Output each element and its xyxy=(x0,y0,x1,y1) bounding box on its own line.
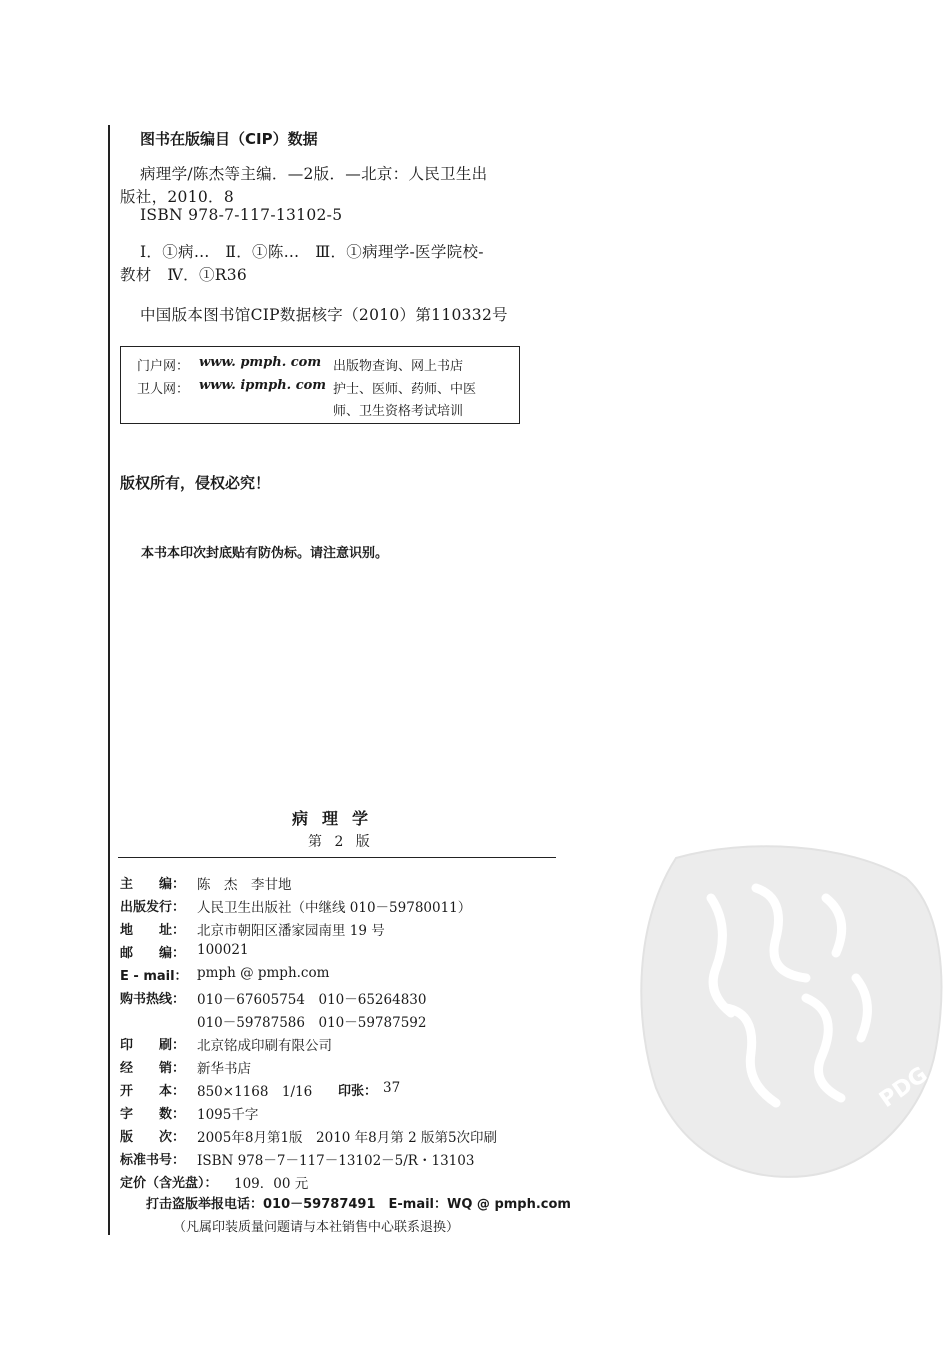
colophon-divider xyxy=(118,857,556,858)
colophon-value-printer: 北京铭成印刷有限公司 xyxy=(197,1038,332,1054)
colophon-value-edition-history: 2005年8月第1版 2010 年8月第 2 版第5次印刷 xyxy=(197,1130,498,1146)
cip-isbn: ISBN 978-7-117-13102-5 xyxy=(140,206,343,224)
label-part: 编： xyxy=(158,946,185,961)
book-edition: 第 2 版 xyxy=(308,834,374,850)
colophon-value-hotline-2: 010－59787586 010－59787592 xyxy=(197,1015,427,1031)
colophon-value-address: 北京市朝阳区潘家园南里 19 号 xyxy=(197,923,385,939)
label-part: 邮 xyxy=(120,946,134,961)
colophon-value-distributor: 新华书店 xyxy=(197,1061,251,1077)
copyright-notice: 版权所有，侵权必究！ xyxy=(120,474,271,492)
colophon-label-printer xyxy=(120,1034,185,1053)
cip-line-1: 病理学/陈杰等主编．—2版．—北京：人民卫生出 xyxy=(140,165,488,183)
health-portal-url[interactable]: www. ipmph. com xyxy=(199,378,327,393)
portal-description: 出版物查询、网上书店 xyxy=(333,359,464,374)
colophon-label-hotline: 购书热线： xyxy=(120,992,186,1007)
colophon-value-price: 109．00 元 xyxy=(234,1176,309,1192)
cip-record-number: 中国版本图书馆CIP数据核字（2010）第110332号 xyxy=(140,306,508,324)
colophon-label-format xyxy=(120,1080,185,1099)
label-part: 版 xyxy=(120,1130,134,1145)
label-part: 字 xyxy=(120,1107,134,1122)
cip-line-2: 版社，2010．8 xyxy=(120,188,235,206)
label-part: 经 xyxy=(120,1061,134,1076)
colophon-label-email: E - mail： xyxy=(120,969,188,984)
colophon-value-isbn: ISBN 978－7－117－13102－5/R・13103 xyxy=(197,1153,475,1169)
health-portal-description-2: 师、卫生资格考试培训 xyxy=(333,404,464,419)
returns-note: （凡属印装质量问题请与本社销售中心联系退换） xyxy=(173,1220,460,1235)
cip-heading: 图书在版编目（CIP）数据 xyxy=(140,130,318,148)
colophon-value-word-count: 1095千字 xyxy=(197,1107,259,1123)
cip-subject-line-2: 教材 Ⅳ．①R36 xyxy=(120,266,248,284)
colophon-value-editor: 陈 杰 李甘地 xyxy=(197,877,292,893)
label-part: 本： xyxy=(158,1084,185,1099)
label-part: 址： xyxy=(158,923,185,938)
anti-counterfeit-notice: 本书本印次封底贴有防伪标。请注意识别。 xyxy=(141,546,389,561)
colophon-label-word-count xyxy=(120,1103,185,1122)
health-portal-label: 卫人网： xyxy=(137,382,190,397)
colophon-label-editor xyxy=(120,873,185,892)
label-part: 数： xyxy=(158,1107,185,1122)
colophon-value-email[interactable]: pmph @ pmph.com xyxy=(197,965,330,981)
colophon-value-publisher: 人民卫生出版社（中继线 010－59780011） xyxy=(197,900,472,916)
colophon-label-sheets: 印张： xyxy=(338,1084,378,1099)
colophon-value-postcode: 100021 xyxy=(197,942,249,958)
label-part: 地 xyxy=(120,923,134,938)
label-part: 开 xyxy=(120,1084,134,1099)
seal-watermark xyxy=(636,838,948,1178)
colophon-label-price: 定价（含光盘）： xyxy=(120,1176,218,1191)
book-title: 病理学 xyxy=(292,809,383,828)
seal-watermark-shape xyxy=(641,846,941,1177)
colophon-value-hotline-1: 010－67605754 010－65264830 xyxy=(197,992,427,1008)
colophon-value-format: 850×1168 1/16 xyxy=(197,1084,313,1100)
colophon-label-publisher: 出版发行： xyxy=(120,900,186,915)
label-part: 次： xyxy=(158,1130,185,1145)
label-part: 刷： xyxy=(158,1038,185,1053)
label-part: 销： xyxy=(158,1061,185,1076)
portal-label: 门户网： xyxy=(137,359,190,374)
label-part: 印 xyxy=(120,1038,134,1053)
health-portal-description-1: 护士、医师、药师、中医 xyxy=(333,382,477,397)
cip-subject-line-1: Ⅰ．①病… Ⅱ．①陈… Ⅲ．①病理学-医学院校- xyxy=(140,243,484,261)
piracy-report-line: 打击盗版举报电话：010－59787491 E-mail：WQ @ pmph.com xyxy=(146,1197,571,1212)
colophon-label-distributor xyxy=(120,1057,185,1076)
colophon-label-isbn: 标准书号： xyxy=(120,1153,186,1168)
colophon-label-address xyxy=(120,919,185,938)
label-part: 编： xyxy=(158,877,185,892)
label-part: 主 xyxy=(120,877,134,892)
colophon-label-edition-history xyxy=(120,1126,185,1145)
left-margin-rule xyxy=(108,125,110,1235)
seal-watermark-text: PDG xyxy=(875,1062,933,1113)
colophon-value-sheets: 37 xyxy=(383,1080,401,1096)
portal-url[interactable]: www. pmph. com xyxy=(199,355,322,370)
colophon-label-postcode xyxy=(120,942,185,961)
portal-info-box xyxy=(120,346,520,424)
